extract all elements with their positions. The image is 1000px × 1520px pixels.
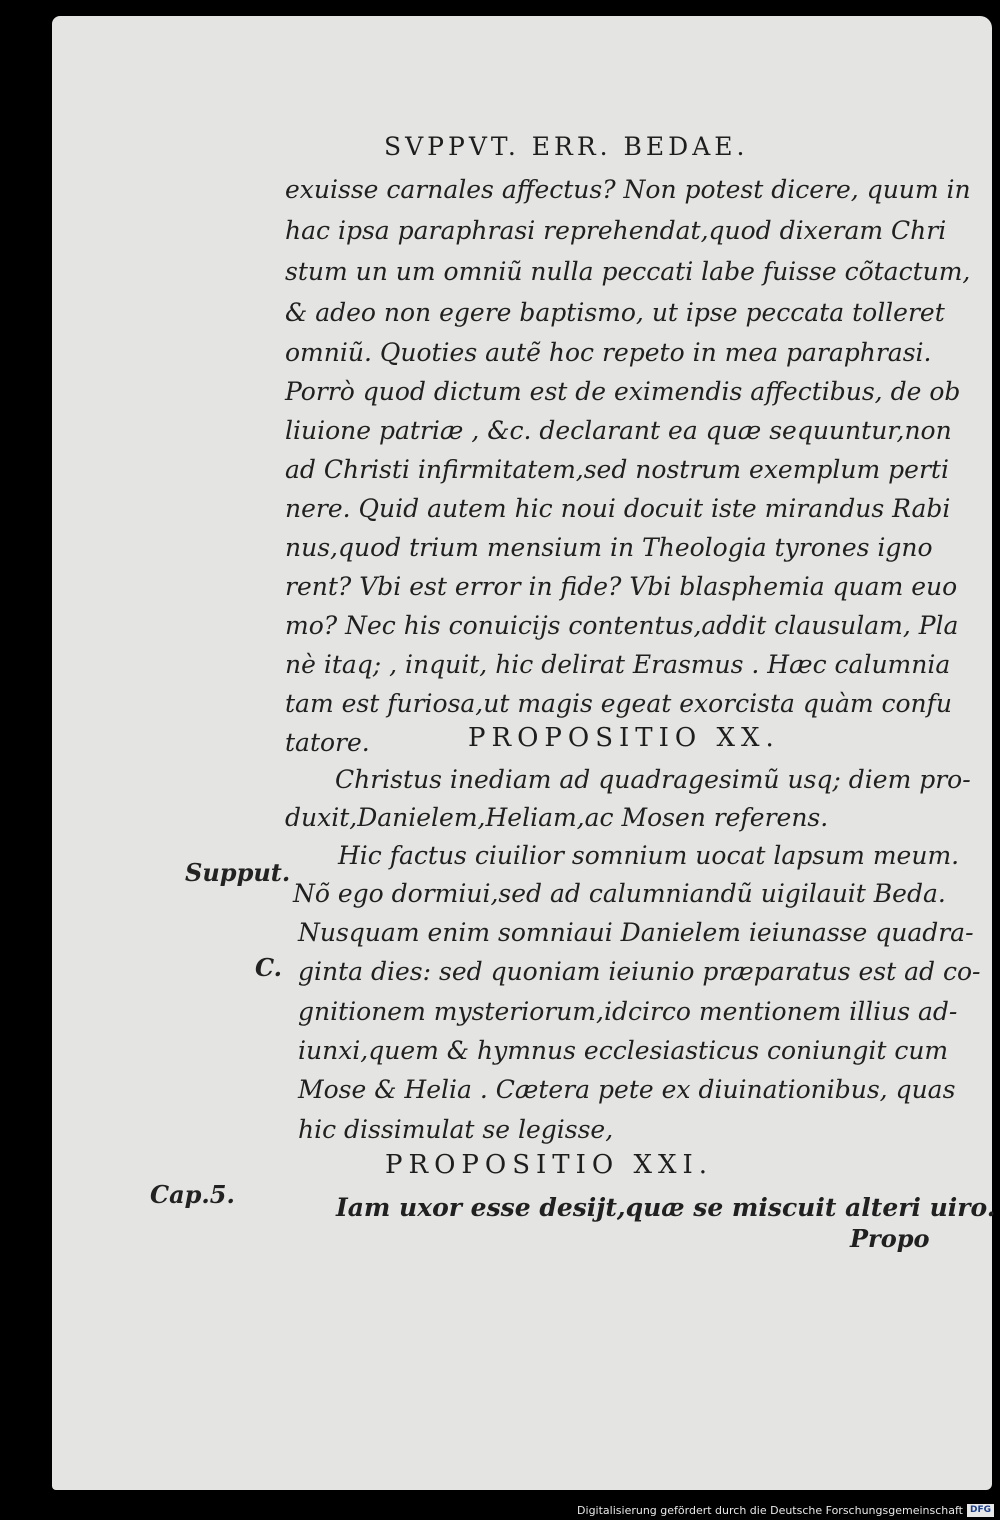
text-line: tatore. <box>285 728 370 757</box>
proposition-heading: PROPOSITIO XXI. <box>385 1150 714 1180</box>
text-line: gnitionem mysteriorum,idcirco mentionem illius ad- <box>298 997 958 1026</box>
text-line: omniũ. Quoties autẽ hoc repeto in mea paraphrasi. <box>285 338 932 367</box>
margin-note-supput: Supput. <box>185 858 291 887</box>
text-line: hic dissimulat se legisse, <box>298 1115 614 1144</box>
text-line: nere. Quid autem hic noui docuit iste mirandus Rabi <box>285 494 951 523</box>
text-line: exuisse carnales affectus? Non potest dicere, quum in <box>285 175 971 204</box>
digitization-credit <box>577 1504 994 1517</box>
text-line: duxit,Danielem,Heliam,ac Mosen referens. <box>285 803 829 832</box>
running-header: SVPPVT. ERR. BEDAE. <box>384 132 749 161</box>
text-line: Iam uxor esse desijt,quæ se miscuit alteri uiro. <box>336 1193 996 1222</box>
text-line: nè itaq; , inquit, hic delirat Erasmus . Hæc calumnia <box>285 650 951 679</box>
text-line: Hic factus ciuilior somnium uocat lapsum meum. <box>338 841 960 870</box>
credit-text: Digitalisierung gefördert durch die Deutsche Forschungsgemeinschaft <box>577 1504 963 1517</box>
catchword: Propo <box>850 1224 930 1253</box>
text-line: mo? Nec his conuicijs contentus,addit clausulam, Pla <box>285 611 959 640</box>
text-line: Porrò quod dictum est de eximendis affectibus, de ob <box>285 377 961 406</box>
text-line: hac ipsa paraphrasi reprehendat,quod dixeram Chri <box>285 216 947 245</box>
text-line: iunxi,quem & hymnus ecclesiasticus coniungit cum <box>298 1036 949 1065</box>
proposition-heading: PROPOSITIO XX. <box>468 723 780 753</box>
margin-note-c: C. <box>255 953 283 982</box>
text-line: ad Christi infirmitatem,sed nostrum exemplum perti <box>285 455 949 484</box>
text-line: stum un um omniũ nulla peccati labe fuisse cõtactum, <box>285 257 971 286</box>
text-line: & adeo non egere baptismo, ut ipse peccata tolleret <box>285 298 945 327</box>
text-line: Mose & Helia . Cætera pete ex diuinationibus, quas <box>298 1075 956 1104</box>
text-line: ginta dies: sed quoniam ieiunio præparatus est ad co- <box>298 957 981 986</box>
text-line: nus,quod trium mensium in Theologia tyrones igno <box>285 533 933 562</box>
dfg-logo-icon: DFG <box>967 1504 994 1517</box>
text-line: Nusquam enim somniaui Danielem ieiunasse quadra- <box>298 918 974 947</box>
text-line: rent? Vbi est error in fide? Vbi blasphemia quam euo <box>285 572 958 601</box>
text-line: tam est furiosa,ut magis egeat exorcista quàm confu <box>285 689 953 718</box>
text-line: Nõ ego dormiui,sed ad calumniandũ uigilauit Beda. <box>293 879 946 908</box>
margin-note-cap: Cap.5. <box>150 1180 235 1209</box>
text-line: liuione patriæ , &c. declarant ea quæ sequuntur,non <box>285 416 952 445</box>
text-line: Christus inediam ad quadragesimũ usq; diem pro- <box>335 765 971 794</box>
